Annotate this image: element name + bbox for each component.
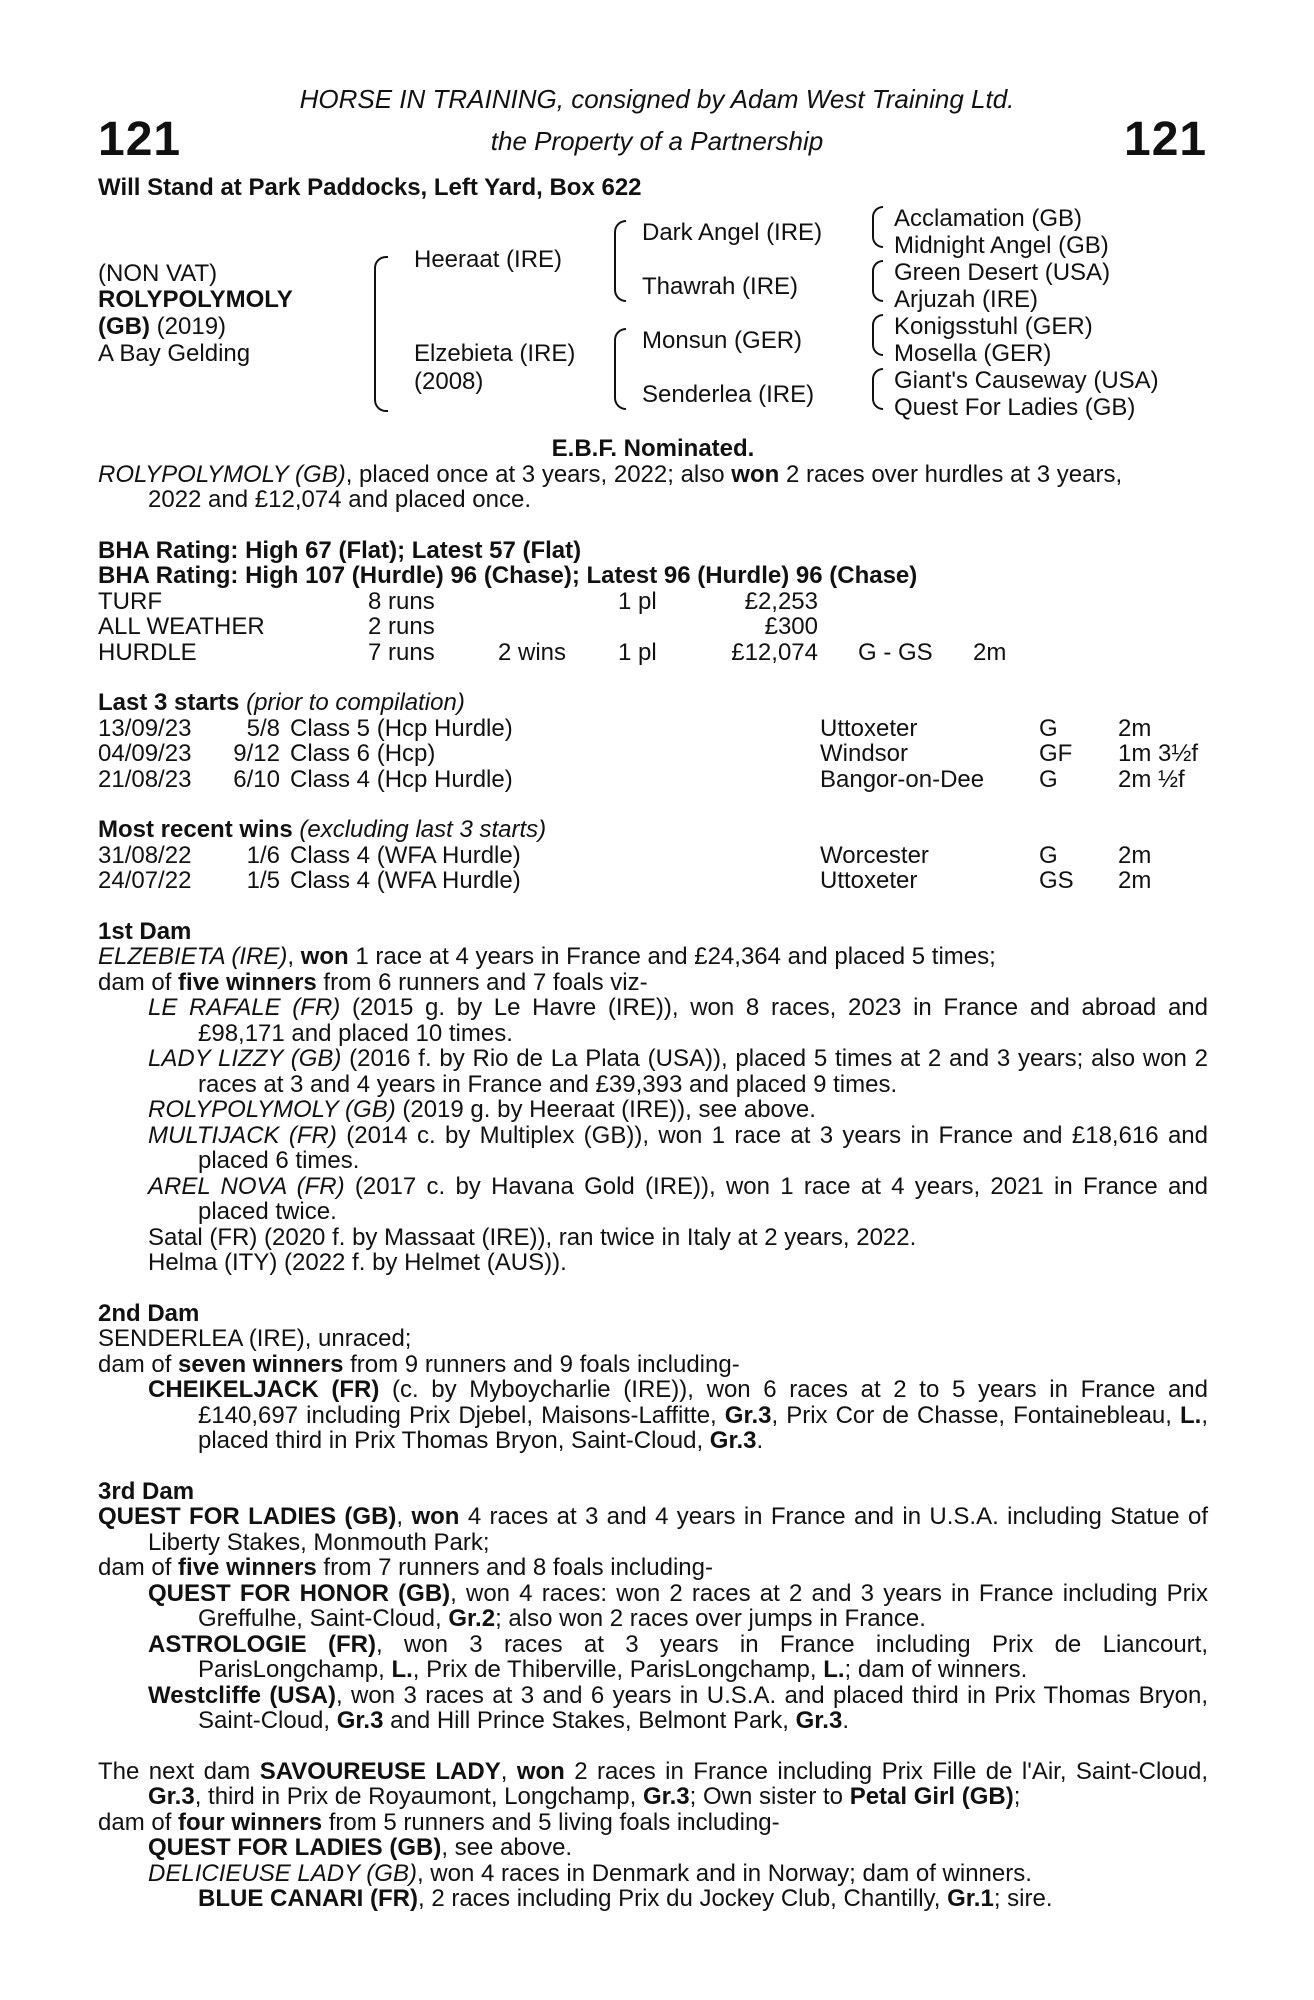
pedigree-gen4-8: Quest For Ladies (GB) [894, 394, 1136, 421]
produce-name: MULTIJACK (FR) [148, 1121, 337, 1149]
produce-entry [98, 1123, 1208, 1174]
pedigree-brace-g4 [872, 368, 883, 410]
text: , [500, 1757, 517, 1785]
ratings-row [98, 589, 1208, 615]
grade: Gr.3 [709, 1427, 757, 1454]
bha-rating-jumps: BHA Rating: High 107 (Hurdle) 96 (Chase); Latest 96 (Hurdle) 96 (Chase) [98, 562, 918, 589]
text: , won 4 races in Denmark and in Norway; dam of winners. [416, 1859, 1032, 1887]
text: dam of [98, 1808, 179, 1836]
text: . [756, 1427, 764, 1454]
prize-cell: £2,253 [744, 587, 818, 615]
produce-entry [98, 1886, 1208, 1912]
produce-entry [98, 1097, 1208, 1123]
location-line: Will Stand at Park Paddocks, Left Yard, Box 622 [98, 174, 642, 201]
text: , Prix de Thiberville, ParisLongchamp, [412, 1656, 824, 1683]
third-dam-produce-summary [98, 1555, 1208, 1581]
text: , [287, 943, 301, 970]
summary-won: won [731, 460, 780, 488]
pedigree-brace-g3 [872, 314, 883, 356]
text: dam of [98, 968, 179, 996]
winners-count: five winners [178, 968, 317, 996]
text: 4 races at 3 and 4 years in France and in U.S.A. including Statue of Liberty Stakes, Monmouth Park; [148, 1503, 1208, 1556]
pedigree-gen4-1: Acclamation (GB) [894, 205, 1083, 232]
grade: Gr.3 [642, 1783, 690, 1810]
next-dam-produce-summary [98, 1810, 1208, 1836]
property-subtitle: the Property of a Partnership [490, 126, 824, 156]
text: , 2 races including Prix du Jockey Club, Chantilly, [417, 1885, 948, 1912]
next-dam-name: SAVOUREUSE LADY [259, 1757, 501, 1785]
won-label: won [300, 943, 349, 970]
horse-origin-year [98, 313, 226, 341]
produce-name: QUEST FOR HONOR (GB) [148, 1579, 451, 1607]
consignor-title: HORSE IN TRAINING, consigned by Adam West Training Ltd. [299, 84, 1015, 114]
ratings-row [98, 640, 1208, 666]
horse-year: (2019) [149, 313, 227, 340]
summary-text: 2022 and £12,074 and placed once. [148, 486, 532, 513]
produce-entry [98, 1377, 1208, 1454]
pedigree-brace-sire [614, 220, 626, 302]
ebf-nomination: E.B.F. Nominated. [551, 435, 755, 462]
produce-name: LADY LIZZY (GB) [148, 1045, 342, 1072]
grade: Gr.1 [947, 1885, 994, 1912]
recent-wins-table [98, 843, 1208, 894]
course-cell: Uttoxeter [820, 714, 918, 742]
grade: L. [1180, 1401, 1202, 1429]
text: , Prix Cor de Chasse, Fontainebleau, [771, 1401, 1180, 1429]
recent-wins-heading [98, 817, 1208, 843]
produce-name: CHEIKELJACK (FR) [148, 1376, 380, 1403]
pedigree-brace-dam [614, 328, 626, 410]
text: (c. by Myboycharlie (IRE)), won 6 races at 2 to 5 years in France and £140,697 including Prix Djebel, Maisons-Laffitte, [198, 1376, 1208, 1429]
text: , placed third in Prix Thomas Bryon, Saint-Cloud, [198, 1401, 1208, 1454]
last-3-note: (prior to compilation) [239, 689, 465, 716]
produce-name: Westcliffe (USA) [148, 1681, 336, 1709]
distance-cell: 2m [1118, 714, 1152, 742]
produce-entry: Satal (FR) (2020 f. by Massaat (IRE)), ran twice in Italy at 2 years, 2022. [148, 1223, 917, 1251]
winners-count: five winners [178, 1554, 317, 1581]
date-cell: 13/09/23 [98, 714, 192, 742]
course-cell: Worcester [820, 841, 929, 869]
own-sister-name: Petal Girl (GB) [849, 1783, 1014, 1810]
body-text [98, 436, 1208, 1912]
first-dam-line [98, 944, 1208, 970]
grade: L. [823, 1656, 845, 1683]
going-cell: GS [1039, 867, 1074, 894]
produce-entry [98, 1835, 1208, 1861]
race-row [98, 767, 1208, 793]
pedigree-gen4-5: Konigsstuhl (GER) [894, 313, 1093, 340]
produce-entry [98, 1581, 1208, 1632]
ratings-row [98, 614, 1208, 640]
class-cell: Class 4 (WFA Hurdle) [290, 841, 521, 869]
text: ; [1013, 1783, 1021, 1810]
race-row [98, 741, 1208, 767]
surface-cell: HURDLE [98, 638, 197, 666]
pedigree-brace-main [374, 256, 388, 412]
produce-entry: Helma (ITY) (2022 f. by Helmet (AUS)). [148, 1249, 567, 1276]
produce-entry [98, 1632, 1208, 1683]
recent-wins-note: (excluding last 3 starts) [292, 816, 547, 843]
date-cell: 04/09/23 [98, 740, 192, 767]
prize-cell: £12,074 [731, 638, 818, 666]
second-dam-line: SENDERLEA (IRE), unraced; [98, 1325, 412, 1352]
pedigree-gen3-1: Dark Angel (IRE) [642, 219, 823, 246]
winners-count: seven winners [178, 1350, 344, 1378]
text: and Hill Prince Stakes, Belmont Park, [383, 1707, 796, 1734]
surface-cell: TURF [98, 587, 162, 615]
pedigree-gen4-7: Giant's Causeway (USA) [894, 367, 1159, 394]
grade: L. [391, 1656, 413, 1683]
going-cell: GF [1039, 740, 1073, 767]
course-cell: Uttoxeter [820, 867, 918, 894]
text: ; dam of winners. [844, 1656, 1028, 1683]
grade: Gr.3 [724, 1401, 772, 1429]
text: (2017 c. by Havana Gold (IRE)), won 1 race at 4 years, 2021 in France and placed twice. [198, 1172, 1209, 1225]
lot-number-right: 121 [1124, 113, 1208, 166]
produce-entry [98, 1683, 1208, 1734]
text: , won 3 races at 3 years in France including Prix de Liancourt, ParisLongchamp, [198, 1630, 1208, 1683]
runs-cell: 2 runs [368, 613, 435, 640]
text: (2016 f. by Rio de La Plata (USA)), placed 5 times at 2 and 3 years; also won 2 races at 3 and 4 years in France and £39,393 and placed 9 times. [198, 1045, 1209, 1098]
runs-cell: 7 runs [368, 638, 435, 666]
position-cell: 1/5 [246, 867, 280, 894]
text: dam of [98, 1350, 179, 1378]
pedigree-gen3-3: Monsun (GER) [642, 327, 803, 354]
text: ; sire. [993, 1885, 1053, 1912]
going-cell: G - GS [858, 638, 933, 666]
runs-cell: 8 runs [368, 587, 435, 615]
produce-name: QUEST FOR LADIES (GB) [148, 1834, 442, 1861]
first-dam-name: ELZEBIETA (IRE) [98, 943, 288, 970]
placings-cell: 1 pl [618, 638, 657, 666]
ratings-table [98, 589, 1208, 666]
race-row [98, 843, 1208, 869]
summary-text: 2 races over hurdles at 3 years, [779, 460, 1123, 488]
last-3-table [98, 716, 1208, 793]
class-cell: Class 4 (WFA Hurdle) [290, 867, 521, 894]
race-row [98, 868, 1208, 894]
text: , third in Prix de Royaumont, Longchamp, [194, 1783, 643, 1810]
pedigree-dam: Elzebieta (IRE) [414, 340, 576, 367]
distance-cell: 1m 3½f [1118, 740, 1199, 767]
text: dam of [98, 1554, 179, 1581]
text: , won 3 races at 3 and 6 years in U.S.A. and placed third in Prix Thomas Bryon, Saint-Cloud, [198, 1681, 1208, 1734]
date-cell: 21/08/23 [98, 765, 192, 793]
last-3-heading [98, 690, 1208, 716]
text: 1 race at 4 years in France and £24,364 and placed 5 times; [348, 943, 996, 970]
produce-name: AREL NOVA (FR) [148, 1172, 345, 1200]
distance-cell: 2m [1118, 867, 1152, 894]
second-dam-produce-summary [98, 1352, 1208, 1378]
distance-cell: 2m [973, 638, 1007, 666]
distance-cell: 2m [1118, 841, 1152, 869]
text: from 5 runners and 5 living foals including- [322, 1808, 780, 1836]
first-dam-heading: 1st Dam [98, 917, 192, 945]
summary-horse-name: ROLYPOLYMOLY (GB) [98, 460, 346, 488]
grade: Gr.2 [448, 1605, 496, 1632]
text: The next dam [98, 1757, 260, 1785]
produce-name: ROLYPOLYMOLY (GB) [148, 1096, 396, 1123]
produce-name: LE RAFALE (FR) [148, 994, 341, 1021]
class-cell: Class 6 (Hcp) [290, 740, 436, 767]
distance-cell: 2m ½f [1118, 765, 1185, 793]
course-cell: Bangor-on-Dee [820, 765, 985, 793]
winners-count: four winners [178, 1808, 323, 1836]
produce-entry [98, 1861, 1208, 1887]
won-label: won [516, 1757, 565, 1785]
position-cell: 6/10 [233, 765, 280, 793]
pedigree-gen3-4: Senderlea (IRE) [642, 381, 815, 408]
pedigree-gen3-2: Thawrah (IRE) [642, 273, 799, 300]
class-cell: Class 5 (Hcp Hurdle) [290, 714, 513, 742]
grade: Gr.3 [336, 1707, 384, 1734]
produce-entry [98, 1046, 1208, 1097]
text: , [396, 1503, 412, 1530]
won-label: won [411, 1503, 460, 1530]
wins-cell: 2 wins [498, 638, 567, 666]
third-dam-heading: 3rd Dam [98, 1477, 195, 1505]
text: from 9 runners and 9 foals including- [343, 1350, 740, 1378]
going-cell: G [1039, 765, 1058, 793]
pedigree-gen4-2: Midnight Angel (GB) [894, 232, 1109, 259]
last-3-title: Last 3 starts [98, 689, 240, 716]
lot-number-left: 121 [98, 113, 182, 166]
recent-wins-title: Most recent wins [98, 816, 293, 843]
text: from 7 runners and 8 foals including- [316, 1554, 713, 1581]
text: 2 races in France including Prix Fille de l'Air, Saint-Cloud, [564, 1757, 1208, 1785]
summary-text: , placed once at 3 years, 2022; also [345, 460, 732, 488]
pedigree-gen4-3: Green Desert (USA) [894, 259, 1111, 286]
grade: Gr.3 [795, 1707, 843, 1734]
horse-description: A Bay Gelding [98, 340, 251, 367]
date-cell: 31/08/22 [98, 841, 192, 869]
text: (2015 g. by Le Havre (IRE)), won 8 races, 2023 in France and abroad and £98,171 and placed 10 times. [198, 994, 1209, 1047]
second-dam-heading: 2nd Dam [98, 1299, 200, 1327]
vat-status: (NON VAT) [98, 260, 218, 287]
going-cell: G [1039, 841, 1058, 869]
text: , see above. [441, 1834, 573, 1861]
prize-cell: £300 [764, 613, 818, 640]
horse-name: ROLYPOLYMOLY [98, 286, 293, 313]
class-cell: Class 4 (Hcp Hurdle) [290, 765, 513, 793]
produce-name: BLUE CANARI (FR) [198, 1885, 418, 1912]
pedigree-gen4-6: Mosella (GER) [894, 340, 1052, 367]
race-summary [98, 462, 1208, 513]
position-cell: 9/12 [233, 740, 280, 767]
course-cell: Windsor [820, 740, 909, 767]
date-cell: 24/07/22 [98, 867, 192, 894]
first-dam-produce-summary [98, 970, 1208, 996]
bha-rating-flat: BHA Rating: High 67 (Flat); Latest 57 (Flat) [98, 536, 582, 564]
surface-cell: ALL WEATHER [98, 613, 265, 640]
text: from 6 runners and 7 foals viz- [316, 968, 648, 996]
text: (2019 g. by Heeraat (IRE)), see above. [395, 1096, 816, 1123]
pedigree-gen4-4: Arjuzah (IRE) [894, 286, 1039, 313]
third-dam-name: QUEST FOR LADIES (GB) [98, 1503, 397, 1530]
third-dam-line [98, 1504, 1208, 1555]
horse-country: (GB) [98, 313, 150, 340]
pedigree-sire: Heeraat (IRE) [414, 246, 563, 273]
text: (2014 c. by Multiplex (GB)), won 1 race at 3 years in France and £18,616 and placed 6 times. [198, 1121, 1209, 1174]
text: , won 4 races: won 2 races at 2 and 3 years in France including Prix Greffulhe, Saint-Cloud, [198, 1579, 1208, 1632]
going-cell: G [1039, 714, 1058, 742]
produce-entry [98, 1174, 1208, 1225]
pedigree-brace-g1 [872, 206, 883, 248]
pedigree-dam-year: (2008) [414, 368, 484, 395]
race-row [98, 716, 1208, 742]
produce-name: DELICIEUSE LADY (GB) [148, 1859, 417, 1887]
text: . [842, 1707, 849, 1734]
text: ; also won 2 races over jumps in France. [495, 1605, 926, 1632]
text: ; Own sister to [689, 1783, 850, 1810]
pedigree-brace-g2 [872, 260, 883, 302]
next-dam-line [98, 1759, 1208, 1810]
placings-cell: 1 pl [618, 587, 657, 615]
produce-name: ASTROLOGIE (FR) [148, 1630, 376, 1658]
position-cell: 1/6 [246, 841, 280, 869]
produce-entry [98, 995, 1208, 1046]
grade: Gr.3 [148, 1783, 195, 1810]
position-cell: 5/8 [246, 714, 280, 742]
